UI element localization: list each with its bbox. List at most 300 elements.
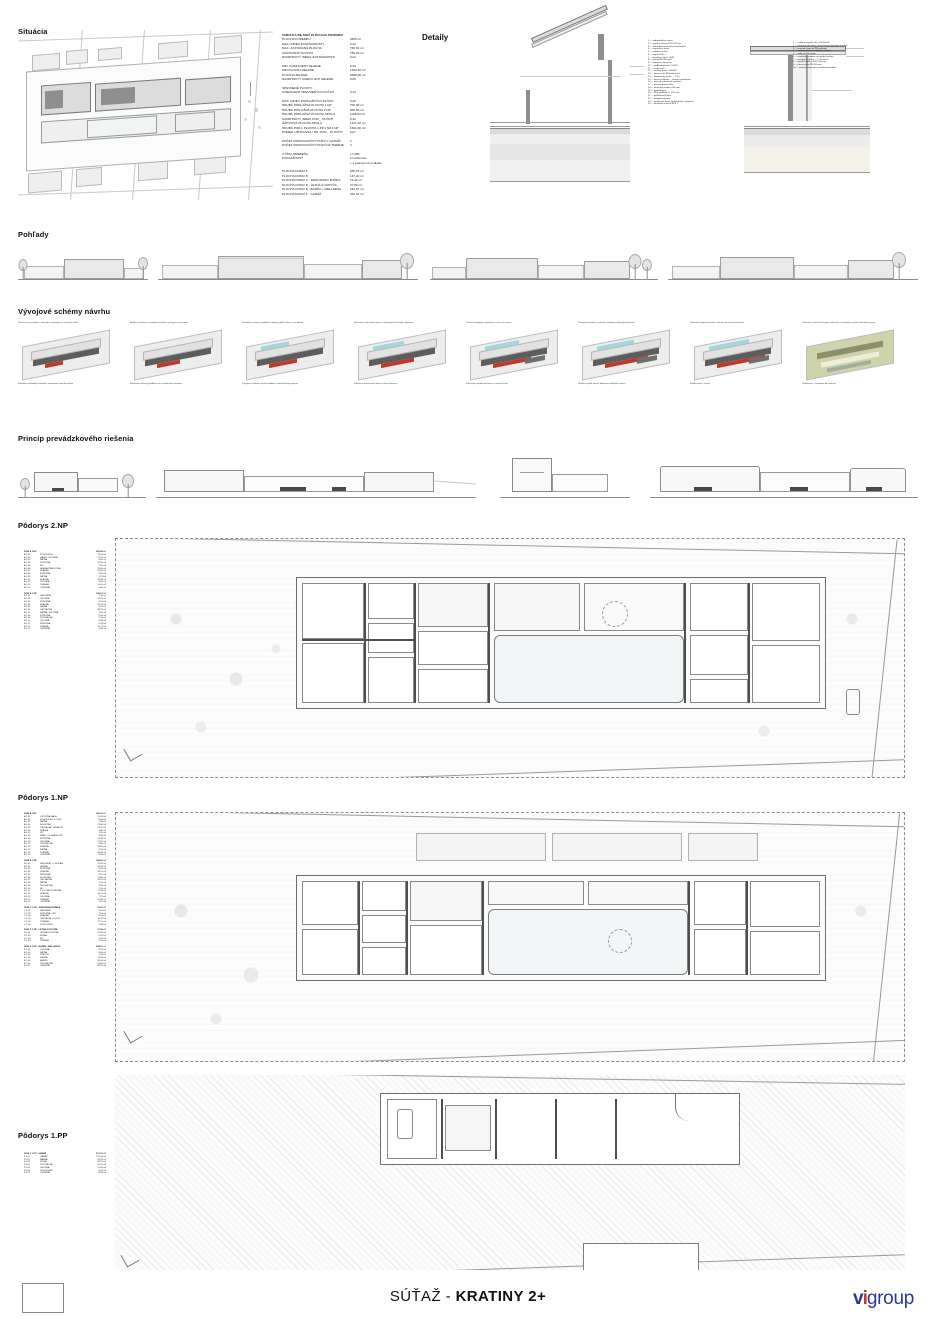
room-code: A.1.03 — [24, 821, 31, 824]
room-name: ŠPAJZA — [40, 829, 49, 832]
room-area: 23,25 m² — [97, 815, 106, 818]
area-row-label: PLOCHA DOMU A — [282, 169, 308, 174]
area-row-label: MAX. ZASTAVANÁ PLOCHA — [282, 46, 322, 51]
room-name: KÚPEĽŇA — [40, 573, 51, 575]
room-name: KÚPEĽŇA — [40, 837, 51, 840]
room-area: 9,30 m² — [98, 835, 106, 837]
room-code: A.2.05 — [24, 564, 31, 567]
room-area: 8,84 m² — [98, 559, 106, 562]
area-row-label: KOEFICIENT SPEVNENÝCH PLÔCH — [282, 90, 335, 95]
room-area: 5,12 m² — [98, 575, 106, 578]
area-row-label: PLOCHA ZELENE — [282, 72, 308, 77]
room-area: 16,71 m² — [97, 893, 106, 895]
room-name: TECHNICKÁ — [40, 617, 53, 620]
board-footer-title — [0, 1288, 936, 1305]
room-code: E.1.02 — [24, 951, 31, 954]
elevation-east — [430, 244, 658, 280]
room-name: TECHNICKÁ — [40, 884, 53, 887]
floorplan-1np — [115, 812, 905, 1062]
room-name: SPÁLŇA — [40, 603, 49, 606]
scheme-caption-bottom: Vizualizácia - zasadenie do kontextu — [802, 383, 836, 385]
area-row-value: 300,00 m² — [349, 107, 364, 112]
area-row-label: ÚŽITKOVÁ PLOCHA SPOLU — [282, 121, 323, 126]
area-row-label: MAX. INDEX PODLAŽNÝCH PLÔCH — [282, 98, 334, 103]
room-code: B.1.01 — [24, 595, 31, 598]
room-name: ZÁDVERIE — [40, 595, 51, 598]
scheme-site-plate — [358, 329, 446, 380]
room-area: 18,74 m² — [97, 603, 106, 606]
room-block-table — [24, 863, 108, 904]
area-row-label: HRUBÁ PODLAŽNÁ PLOCHA 1.NP — [282, 103, 332, 108]
area-row-label: POČET PARKOVACÍCH STÁNÍ NA TERÉNE — [282, 143, 344, 148]
room-name: SCHODISKO — [40, 553, 54, 556]
room-name: CHODBA — [40, 620, 50, 622]
scheme-caption-bottom: Finálny návrh - hmoty — [690, 383, 710, 385]
room-area: 2,10 m² — [98, 887, 106, 890]
room-code: F.1.03 — [24, 1161, 30, 1164]
room-name: KUCHYŇA — [40, 876, 51, 879]
room-code: C.1.03 — [24, 915, 31, 918]
area-row-value: 1502,00 m² — [349, 125, 366, 130]
area-row-value: 769,32 m² — [349, 46, 364, 51]
footer-title-prefix: SÚŤAŽ - — [389, 1288, 456, 1305]
elevation-west — [668, 244, 918, 280]
footer-title-main: KRATINY 2+ — [455, 1288, 547, 1305]
area-row-label: ZASTAVANÁ PLOCHA — [282, 50, 314, 55]
area-row-value: 1371,32 m² — [349, 121, 366, 126]
scheme-caption-top: Výchozí stav pozemku s existujúcou zástavbou a vzrostlou zelení — [18, 322, 79, 324]
room-area: 9,21 m² — [98, 600, 106, 603]
room-row — [24, 1172, 108, 1175]
room-code: B.1.10 — [24, 887, 31, 890]
room-area: 5,15 m² — [98, 617, 106, 620]
room-block-title: DOM F 1.PP - GARÁŽ 310,31 m² — [24, 1153, 106, 1155]
area-row-value: 310,31 m² — [349, 191, 364, 196]
area-row-label: VÝŠKA HREBEŇA — [282, 151, 308, 156]
room-name: SPRCHY — [40, 954, 50, 957]
room-code: B.1.05 — [24, 606, 31, 609]
area-table-row — [282, 192, 388, 196]
scheme-caption-top: Vytvorenie vnútorného dvora a chránených átrií medzi objemami — [354, 322, 414, 324]
room-block-title: DOM C 1.NP - SENIORSKÁ BUŇKA 76,41 m² — [24, 907, 106, 909]
scheme-caption-top: Výsledná kompozícia hmôt s jasnou hierarchiou priestorov — [690, 322, 744, 324]
room-code: B.1.13 — [24, 628, 31, 631]
area-row-label: NAVRHNUTÝ INDEX POD_. PLÔCH — [282, 116, 333, 121]
room-code: A.1.08 — [24, 835, 31, 837]
development-scheme-2 — [130, 322, 226, 384]
room-name: TERASA — [40, 920, 49, 923]
room-name: TERASA — [40, 898, 49, 901]
room-code: A.2.01 — [24, 553, 31, 556]
room-area: 18,14 m² — [97, 871, 106, 873]
room-name: TERASA — [40, 584, 49, 586]
room-name: KÚPEĽŇA — [40, 600, 51, 603]
area-table-heading: TABUĽKA BILANCÍ PLÔCH NA POZEMKU — [282, 33, 344, 37]
room-area: 7,10 m² — [98, 595, 106, 598]
scheme-site-plate — [582, 329, 670, 380]
room-area: 18,24 m² — [97, 865, 106, 868]
room-area: 5,32 m² — [98, 934, 106, 937]
operational-section-3 — [500, 452, 630, 498]
room-area: 4,50 m² — [98, 829, 106, 832]
room-code: A.2.09 — [24, 575, 31, 578]
area-row-value: 0,22 — [349, 41, 356, 46]
scheme-site-plate — [694, 329, 782, 380]
area-row-value: 76,41 m² — [349, 178, 363, 183]
area-row-value: 0,65 — [349, 77, 356, 82]
room-name: ŠATŇA — [40, 575, 48, 578]
room-area: 61,12 m² — [97, 826, 106, 829]
room-name: OBÝVAČKA — [40, 609, 52, 611]
room-area: 8,45 m² — [98, 951, 106, 954]
floorplan-1pp — [115, 1075, 905, 1270]
elevation-south — [158, 244, 418, 280]
room-code: B.1.14 — [24, 898, 31, 901]
room-name: KÚPEĽŇA — [40, 562, 51, 564]
room-name: ŠATŇA / CHODBA — [40, 611, 59, 614]
room-area: 14,80 m² — [97, 962, 106, 965]
area-row-value: 0,07 — [349, 130, 356, 135]
room-block-table — [24, 1156, 108, 1175]
room-name: KÚPEĽŇA — [40, 614, 51, 617]
section-title-podorys-2np: Pôdorys 2.NP — [18, 521, 68, 530]
detail-1-legend: 1 — hydroizolačná vrstva 2 — tepelná izolácia XPS 120 mm 3 — železobetónová nosná konštrukcia 4 — separačná vrstva 5 — spádová vrstva 6 — nopová fólia 7 — drenážny štrk fr. 16/32 8 — geotextília 300 g/m² 9 — betónová mazanina 10 — podkladný beton C16/20 11 — rastlý terén 12 — oceľový profil L 60/60/6 13 — kotvenie do ŽB konštrukcie 14 — klampiarsky prvok — Ti Zn 15 — drevený obklad — sibírsky smrekovec 16 — vetraná vzduchová medzera 17 — paropriepustná fólia 18 — minerálna izolácia 180 mm 19 — parozábrana 20 — SDK podhľad 2× 12,5 mm 21 — podlahová krytina 22 — anhydritový poter 23 — systémová doska podlahového vytápania 24 — kročajová izolácia EPS T — [648, 40, 694, 106]
scheme-site-plate — [134, 329, 222, 380]
scheme-caption-top: Orientácia obytných priestorov na juh a do zelene — [466, 322, 512, 324]
room-code: E.1.04 — [24, 957, 31, 959]
section-title-princip: Princíp prevádzkového riešenia — [18, 434, 134, 443]
room-row — [24, 587, 108, 590]
room-code: F.1.04 — [24, 1164, 30, 1166]
room-code: A.1.14 — [24, 851, 31, 854]
room-area: 4,98 m² — [98, 884, 106, 887]
room-area: 5,10 m² — [98, 882, 106, 884]
area-row-value: 0,13 — [349, 90, 356, 95]
room-area: 6,25 m² — [98, 873, 106, 876]
room-code: F.1.01 — [24, 1155, 30, 1158]
room-table-1pp — [24, 1150, 108, 1175]
scheme-caption-top: Rozdelenie hmoty na jednotlivé objemy podľa funkcie a prevádzky — [242, 322, 303, 324]
room-name: SPÁLŇA — [40, 846, 49, 848]
room-code: D.1.01 — [24, 932, 31, 934]
room-code: A.1.04 — [24, 824, 31, 826]
development-scheme-7 — [690, 322, 786, 384]
room-table-2np — [24, 548, 108, 631]
scheme-caption-bottom: Doplnenie bazénového telesa a letnej kuchyne — [354, 383, 397, 385]
room-name: ŠATŇA — [40, 882, 48, 884]
area-row-value: 0,22 — [349, 55, 356, 60]
room-area: 9,24 m² — [98, 948, 106, 951]
room-code: C.1.01 — [24, 909, 31, 912]
area-row-label: PLOCHA DOMU B — [282, 173, 308, 178]
room-name: OBÝVAČKA — [40, 879, 52, 882]
area-row-label: HRUBÁ POD.L PLOCHA 1.PP,1.NP,2.NP — [282, 125, 339, 130]
room-name: ŠATŇA — [40, 559, 48, 562]
room-area: 35,20 m² — [97, 965, 106, 968]
room-code: B.1.11 — [24, 890, 31, 893]
room-code: B.1.06 — [24, 876, 31, 879]
room-code: E.1.05 — [24, 959, 31, 962]
room-area: 21,80 m² — [97, 824, 106, 826]
room-area: 6,28 m² — [98, 622, 106, 625]
area-row-value: 2 nadzemné — [349, 156, 367, 161]
room-code: E.1.01 — [24, 948, 31, 951]
scheme-caption-top: Analýza orientácie k svetovým stranám a prístupu na pozemok — [130, 322, 188, 324]
room-area: 6,20 m² — [98, 573, 106, 575]
room-code: B.1.04 — [24, 871, 31, 873]
room-code: B.1.06 — [24, 609, 31, 611]
site-plot-boundary — [26, 56, 241, 171]
room-area: 7,21 m² — [98, 895, 106, 898]
room-area: 8,90 m² — [98, 854, 106, 857]
room-name: TECHNICKÁ — [40, 1164, 53, 1166]
room-area: 6,85 m² — [98, 843, 106, 846]
room-area: 33,41 m² — [97, 879, 106, 882]
room-area: 24,99 m² — [97, 1172, 106, 1175]
room-area: 8,25 m² — [98, 890, 106, 893]
room-code: A.2.10 — [24, 578, 31, 581]
room-code: A.2.08 — [24, 573, 31, 575]
area-row-value: + 1 podzemné podlažie — [349, 160, 382, 165]
room-name: CHODBA — [40, 948, 50, 951]
room-name: BAZÉN — [40, 959, 48, 962]
room-name: KÚPEĽŇA — [40, 868, 51, 871]
room-name: SCHODISKO D.O.NP. — [40, 818, 62, 821]
room-code: B.1.13 — [24, 895, 31, 898]
room-area: 10,26 m² — [97, 562, 106, 564]
room-code: B.1.09 — [24, 617, 31, 620]
room-row — [24, 940, 108, 943]
area-row-label: PLOCHA DOMU E - BAZÉN + WELLNESS — [282, 187, 342, 192]
room-name: SCHODISKO — [40, 923, 54, 926]
area-table-body — [282, 37, 388, 196]
room-area: 12,27 m² — [97, 920, 106, 923]
room-name: OSTATNÉ — [40, 1172, 51, 1175]
room-code: C.1.02 — [24, 912, 31, 915]
area-row-value: 766,00 m² — [349, 50, 364, 55]
room-code: A.1.15 — [24, 854, 31, 857]
operational-section-1 — [18, 452, 146, 498]
room-name: SCHODISKO — [40, 1169, 54, 1172]
area-row-label: MIN.PLOCHA ZELENE — [282, 68, 314, 73]
room-code: F.1.02 — [24, 1158, 30, 1161]
room-area: 14,50 m² — [97, 584, 106, 586]
area-row-value: 37,80 m² — [349, 182, 363, 187]
room-area: 6,80 m² — [98, 581, 106, 584]
area-row-label: PLOCHA POZEMKU — [282, 37, 311, 42]
scheme-caption-bottom: Demolácia pôvodných objektov, zachovanie vzrostlej zelene — [18, 383, 74, 385]
room-code: B.1.09 — [24, 884, 31, 887]
section-title-vyvojove: Vývojové schémy návrhu — [18, 307, 111, 316]
room-name: RAMPA — [40, 1158, 48, 1161]
area-row-value: +7,080 — [349, 151, 360, 156]
room-name: SPÁLŇA — [40, 893, 49, 895]
room-block-title: DOM A 2.NP 255,89 m² — [24, 551, 106, 553]
area-row-label: PLOCHA DOMU F - GARÁŽ — [282, 191, 322, 196]
area-row-value: 2 — [349, 138, 352, 143]
room-block-table — [24, 816, 108, 857]
room-area: 8,42 m² — [98, 1169, 106, 1172]
room-code: B.1.07 — [24, 611, 31, 614]
room-code: A.2.07 — [24, 570, 31, 573]
room-block-table — [24, 932, 108, 943]
room-area: 19,52 m² — [97, 570, 106, 573]
detail-drawing-1 — [480, 30, 640, 200]
room-block-table — [24, 910, 108, 927]
room-code: B.1.02 — [24, 865, 31, 868]
area-row-label: PODLAŽNOSŤ — [282, 156, 303, 161]
room-name: KÚPEĽŇA + WC — [40, 912, 57, 915]
room-code: A.1.02 — [24, 818, 31, 821]
logo-mark: vi — [853, 1288, 867, 1309]
room-name: OBÝVACIA / JEDÁLEŇ — [40, 826, 63, 829]
room-area: 12,45 m² — [97, 837, 106, 840]
room-row — [24, 901, 108, 904]
area-row-label: SPEVNENÉ PLOCHY — [282, 85, 313, 90]
room-code: A.1.06 — [24, 829, 31, 832]
room-block-title: DOM B 1.NP 148,60 m² — [24, 860, 106, 862]
room-area: 4,60 m² — [98, 586, 106, 589]
area-row-label: HRUBÁ PODLAŽNÁ PLOCHA SPOLU — [282, 112, 336, 117]
development-scheme-5 — [466, 322, 562, 384]
area-row-value: 1392,40 m² — [349, 68, 366, 73]
room-area: 16,71 m² — [97, 625, 106, 628]
room-code: F.1.05 — [24, 1166, 30, 1169]
room-area: 18,74 m² — [97, 1161, 106, 1164]
room-area: 98,10 m² — [97, 959, 106, 962]
room-code: F.1.06 — [24, 1169, 30, 1172]
room-name: CHODBA — [40, 840, 50, 843]
room-name: KÚPEĽŇA — [40, 873, 51, 876]
room-name: CHODBA — [40, 598, 50, 600]
room-area: 22,60 m² — [97, 567, 106, 570]
room-row — [24, 628, 108, 631]
room-code: B.1.02 — [24, 598, 31, 600]
room-name: HERNÁ — [40, 865, 48, 868]
room-area: 152,40 m² — [96, 1155, 106, 1158]
room-name: ZÁDVERIE — [40, 909, 51, 912]
section-title-pohlady: Pohľady — [18, 230, 49, 239]
room-code: B.1.11 — [24, 622, 31, 625]
room-name: PT.VOTA / KÚPEĽŇA — [40, 890, 61, 893]
room-block-title: DOM A 1.NP 146,07 m² — [24, 813, 106, 815]
room-code: A.1.12 — [24, 846, 31, 848]
room-area: 9,50 m² — [98, 614, 106, 617]
operational-section-2 — [156, 452, 476, 498]
room-code: A.1.11 — [24, 843, 31, 846]
room-name: KUCHYŇA — [40, 824, 51, 826]
development-scheme-4 — [354, 322, 450, 384]
room-code: A.2.11 — [24, 581, 31, 584]
room-code: C.1.05 — [24, 920, 31, 923]
room-code: B.1.07 — [24, 879, 31, 882]
room-name: OSTATNÉ — [40, 901, 51, 904]
room-area: 7,46 m² — [98, 821, 106, 824]
room-area: 3,91 m² — [98, 901, 106, 904]
room-area: 2,10 m² — [98, 832, 106, 835]
room-area: 24,60 m² — [97, 932, 106, 934]
room-name: SPÁLŇA — [40, 871, 49, 873]
operational-section-4 — [650, 452, 918, 498]
room-code: A.1.09 — [24, 837, 31, 840]
room-area: 12,36 m² — [97, 1166, 106, 1169]
scheme-site-plate — [246, 329, 334, 380]
logo-word: group — [866, 1288, 914, 1309]
room-code: B.1.03 — [24, 600, 31, 603]
site-plan-drawing — [18, 30, 273, 200]
room-name: OSTATNÉ — [40, 854, 51, 857]
room-area: 12,80 m² — [97, 876, 106, 879]
room-block-table — [24, 949, 108, 968]
room-area: 9,50 m² — [98, 868, 106, 871]
room-area: 30,70 m² — [97, 918, 106, 920]
scheme-site-plate — [22, 329, 110, 380]
scheme-caption-bottom: Zapustenie garáže do terénu v severnej časti — [466, 383, 508, 385]
room-name: WC — [40, 832, 44, 835]
room-area: 4,98 m² — [98, 620, 106, 622]
room-code: D.1.03 — [24, 937, 31, 940]
room-name: SPÁLŇA — [40, 915, 49, 918]
room-name: HERNÁ PRACOVNA — [40, 567, 61, 570]
area-row-value: 1106,00 m² — [349, 112, 366, 117]
area-row-label: NAVRHNUTÝ INDEX ZASTAVANOSTI — [282, 55, 336, 60]
scheme-caption-bottom: Prepojenie objemov krytou chodbou a komunikačným pásom — [242, 383, 299, 385]
area-row-label: PLOCHA DOMU C - DENIORSKÁ BUŇKA — [282, 178, 341, 183]
room-code: A.2.03 — [24, 559, 31, 562]
room-name: SPÁLŇA — [40, 578, 49, 581]
room-code: B.1.05 — [24, 873, 31, 876]
room-name: TERASA — [40, 851, 49, 854]
room-code: A.1.13 — [24, 848, 31, 851]
room-name: ŠATŇA — [40, 848, 48, 851]
room-area: 18,35 m² — [97, 578, 106, 581]
room-name: SPÁLŇA — [40, 625, 49, 628]
room-area: 7,18 m² — [98, 912, 106, 915]
room-code: C.1.04 — [24, 918, 31, 920]
scheme-caption-bottom: Stanovenie hlavnej pozdĺžnej osi a nástupného priestoru — [130, 383, 182, 385]
room-code: F.1.07 — [24, 1172, 30, 1175]
development-scheme-6 — [578, 322, 674, 384]
area-row-label: NAVRHNUTÝ KOEFIC ENT ZELENE — [282, 77, 334, 82]
company-logo — [853, 1288, 914, 1310]
room-code: A.2.06 — [24, 567, 31, 570]
room-name: GARÁŽ — [40, 1155, 48, 1158]
room-block-title: DOM E 1.NP - BAZÉN / WELLNESS 184,37 m² — [24, 946, 106, 948]
room-row — [24, 854, 108, 857]
room-area: 17,64 m² — [97, 915, 106, 918]
room-name: OSTATNÉ — [40, 628, 51, 631]
area-row-value: 255,24 m² — [349, 169, 364, 174]
room-area: 13,20 m² — [97, 862, 106, 865]
room-code: D.1.02 — [24, 934, 31, 937]
area-row-value: 147,40 m² — [349, 173, 364, 178]
room-name: OBÝVACIA + KUCH. — [40, 918, 61, 920]
room-area: 7,80 m² — [98, 611, 106, 614]
development-scheme-1 — [18, 322, 114, 384]
room-code: E.1.03 — [24, 954, 31, 957]
room-name: ŠATŇA — [40, 951, 48, 954]
detail-2-legend: 1 — izolačné trojsklo Ug = 0,6 W/m²K 2 — hliníkový rám okna s prerušeným tepelným mostom 3 — kotvenie rámu do ŽB prekladu 4 — tieniaca roleta v nadpražnej kapse 5 — vodiaca lišta rolety 6 — vonkajšia omietka na tepelnej izolácii 7 — parapetná doska — Ti Zn plech 8 — tepelná izolácia EPS 200 mm 9 — nosná stena ŽB 200 mm 10 — vnútorná vápenno-cementová omietka — [793, 42, 848, 69]
section-title-podorys-1pp: Pôdorys 1.PP — [18, 1131, 68, 1140]
section-title-podorys-1np: Pôdorys 1.NP — [18, 793, 68, 802]
room-name: SKLAD — [40, 1161, 48, 1164]
room-area: 2,10 m² — [98, 564, 106, 567]
room-area: 78,20 m² — [97, 1158, 106, 1161]
room-area: 18,95 m² — [97, 846, 106, 848]
area-row-value: 0,40 — [349, 98, 356, 103]
room-row — [24, 924, 108, 927]
scheme-caption-bottom: Gradácia výšok hmôt a doplnenie sedlových striech — [578, 383, 626, 385]
